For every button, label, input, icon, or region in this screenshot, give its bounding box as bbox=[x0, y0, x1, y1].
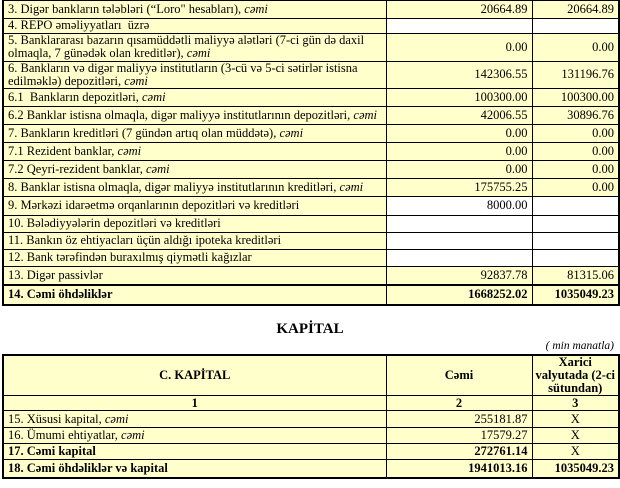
row-label-text: 5. Banklararası bazarın qısamüddətli maliyyə alətləri (7-ci gün də daxil olmaqla, 7 günədək olan kreditlər), bbox=[8, 33, 365, 61]
row-value-2: 81315.06 bbox=[532, 267, 619, 285]
table-row bbox=[3, 250, 619, 267]
row-value-1: 1941013.16 bbox=[386, 460, 532, 478]
capital-table bbox=[2, 354, 620, 479]
row-label-text: 17. Cəmi kapital bbox=[8, 444, 96, 459]
table-row bbox=[3, 61, 619, 89]
liabilities-table bbox=[2, 0, 620, 306]
table-row bbox=[3, 89, 619, 107]
table-row bbox=[3, 125, 619, 143]
table-row bbox=[3, 107, 619, 125]
units-note: ( min manatla) bbox=[545, 339, 614, 352]
row-value-2: X bbox=[532, 444, 619, 460]
row-value-2: X bbox=[532, 411, 619, 428]
row-label-text: 4. REPO əməliyyatları üzrə bbox=[8, 18, 150, 33]
row-value-2: 1035049.23 bbox=[532, 285, 619, 305]
row-label-text: 9. Mərkəzi idarəetmə orqanlarının depozitləri və kreditləri bbox=[8, 198, 300, 213]
table-row bbox=[3, 179, 619, 197]
row-value-2: 0.00 bbox=[532, 34, 619, 62]
row-label bbox=[3, 89, 386, 107]
row-label-text: 12. Bank tərəfindən buraxılmış qiymətli kağızlar bbox=[8, 250, 252, 265]
row-value-1: 0.00 bbox=[386, 143, 532, 161]
table-row bbox=[3, 411, 619, 428]
row-label-text: 13. Digər passivlər bbox=[8, 267, 103, 282]
row-value-2: 131196.76 bbox=[532, 61, 619, 89]
row-value-2 bbox=[532, 19, 619, 34]
row-label bbox=[3, 411, 386, 428]
row-label bbox=[3, 444, 386, 460]
row-value-2: 0.00 bbox=[532, 179, 619, 197]
row-label bbox=[3, 107, 386, 125]
row-label-italic: cəmi bbox=[244, 1, 268, 16]
row-value-1: 1668252.02 bbox=[386, 285, 532, 305]
row-value-2: X bbox=[532, 428, 619, 444]
row-value-2 bbox=[532, 233, 619, 250]
row-label bbox=[3, 19, 386, 34]
capital-header-foreign: Xarici valyutada (2-ci sütundan) bbox=[532, 355, 619, 396]
row-label-italic: cəmi bbox=[104, 411, 129, 426]
row-value-1: 42006.55 bbox=[386, 107, 532, 125]
row-label-italic: cəmi bbox=[142, 89, 166, 104]
row-label-text: 6.1 Bankların depozitləri, bbox=[8, 89, 139, 104]
row-value-2: 100300.00 bbox=[532, 89, 619, 107]
row-label-text: 7.1 Rezident banklar, bbox=[8, 143, 115, 158]
row-value-1: 20664.89 bbox=[386, 1, 532, 19]
row-value-2: 0.00 bbox=[532, 161, 619, 179]
row-label-italic: cəmi bbox=[121, 428, 145, 443]
row-value-1: 0.00 bbox=[386, 34, 532, 62]
table-row bbox=[3, 34, 619, 62]
row-label-italic: cəmi bbox=[124, 73, 148, 88]
row-label-italic: cəmi bbox=[117, 143, 142, 158]
row-label bbox=[3, 34, 386, 62]
row-value-1: 92837.78 bbox=[386, 267, 532, 285]
row-value-1: 17579.27 bbox=[386, 428, 532, 444]
row-value-2: 30896.76 bbox=[532, 107, 619, 125]
table-row bbox=[3, 267, 619, 285]
capital-header-label: C. KAPİTAL bbox=[3, 355, 386, 396]
row-value-1 bbox=[386, 233, 532, 250]
row-label-text: 18. Cəmi öhdəliklər və kapital bbox=[8, 460, 168, 475]
row-label bbox=[3, 61, 386, 89]
table-row bbox=[3, 143, 619, 161]
row-label-text: 8. Banklar istisna olmaqla, digər maliyyə institutlarının kreditləri, bbox=[8, 179, 337, 194]
row-label bbox=[3, 1, 386, 19]
row-label-text: 15. Xüsusi kapital, bbox=[8, 411, 102, 426]
row-value-2: 0.00 bbox=[532, 143, 619, 161]
row-value-1: 0.00 bbox=[386, 161, 532, 179]
row-value-2: 20664.89 bbox=[532, 1, 619, 19]
column-numbers-row bbox=[3, 396, 619, 411]
capital-header-row bbox=[3, 355, 619, 396]
row-label-text: 11. Bankın öz ehtiyacları üçün aldığı ipoteka kreditləri bbox=[8, 233, 282, 248]
capital-header-total: Cəmi bbox=[386, 355, 532, 396]
row-label-text: 16. Ümumi ehtiyatlar, bbox=[8, 428, 118, 443]
row-label-text: 14. Cəmi öhdəliklər bbox=[8, 286, 113, 301]
row-label-text: 10. Bələdiyyələrin depozitləri və kreditləri bbox=[8, 216, 221, 231]
row-label-text: 6.2 Banklar istisna olmaqla, digər maliyyə institutlarının depozitləri, bbox=[8, 107, 351, 122]
row-value-1 bbox=[386, 250, 532, 267]
row-label bbox=[3, 216, 386, 233]
table-row bbox=[3, 1, 619, 19]
row-label-text: 7. Bankların kreditləri (7 gündən artıq olan müddətə), bbox=[8, 125, 277, 140]
row-value-2 bbox=[532, 250, 619, 267]
row-value-1: 142306.55 bbox=[386, 61, 532, 89]
table-row bbox=[3, 216, 619, 233]
row-label bbox=[3, 285, 386, 305]
total-capital-row bbox=[3, 444, 619, 460]
table-row bbox=[3, 428, 619, 444]
row-value-2 bbox=[532, 197, 619, 216]
row-value-1 bbox=[386, 19, 532, 34]
row-label-italic: cəmi bbox=[339, 179, 364, 194]
row-label-italic: cəmi bbox=[353, 107, 378, 122]
table-row bbox=[3, 233, 619, 250]
table-row bbox=[3, 19, 619, 34]
section-title-kapital: KAPİTAL bbox=[276, 320, 344, 337]
row-label-text: 3. Digər bankların tələbləri (“Loro" hesabları), bbox=[8, 1, 242, 16]
row-value-1: 100300.00 bbox=[386, 89, 532, 107]
row-label-text: 7.2 Qeyri-rezident banklar, bbox=[8, 161, 143, 176]
row-label bbox=[3, 428, 386, 444]
row-label-italic: cəmi bbox=[145, 161, 170, 176]
row-label bbox=[3, 179, 386, 197]
row-label-italic: cəmi bbox=[279, 125, 304, 140]
row-label bbox=[3, 197, 386, 216]
row-value-2: 0.00 bbox=[532, 125, 619, 143]
row-value-1 bbox=[386, 216, 532, 233]
row-value-1: 0.00 bbox=[386, 125, 532, 143]
total-liabilities-row bbox=[3, 285, 619, 305]
row-label bbox=[3, 143, 386, 161]
row-label-italic: cəmi bbox=[186, 46, 211, 61]
column-number-3: 3 bbox=[532, 396, 619, 411]
row-label bbox=[3, 125, 386, 143]
total-liabilities-and-capital-row bbox=[3, 460, 619, 478]
row-label-text: 6. Bankların və digər maliyyə institutların (3-cü və 5-ci sətirlər istisna edilməklə) depozitləri, bbox=[8, 61, 358, 88]
row-label bbox=[3, 460, 386, 478]
row-label bbox=[3, 250, 386, 267]
row-value-1: 255181.87 bbox=[386, 411, 532, 428]
table-row bbox=[3, 197, 619, 216]
column-number-1: 1 bbox=[3, 396, 386, 411]
row-value-1: 272761.14 bbox=[386, 444, 532, 460]
row-label bbox=[3, 267, 386, 285]
row-label bbox=[3, 233, 386, 250]
row-label bbox=[3, 161, 386, 179]
row-value-1: 175755.25 bbox=[386, 179, 532, 197]
row-value-1: 8000.00 bbox=[386, 197, 532, 216]
row-value-2 bbox=[532, 216, 619, 233]
column-number-2: 2 bbox=[386, 396, 532, 411]
table-row bbox=[3, 161, 619, 179]
row-value-2: 1035049.23 bbox=[532, 460, 619, 478]
